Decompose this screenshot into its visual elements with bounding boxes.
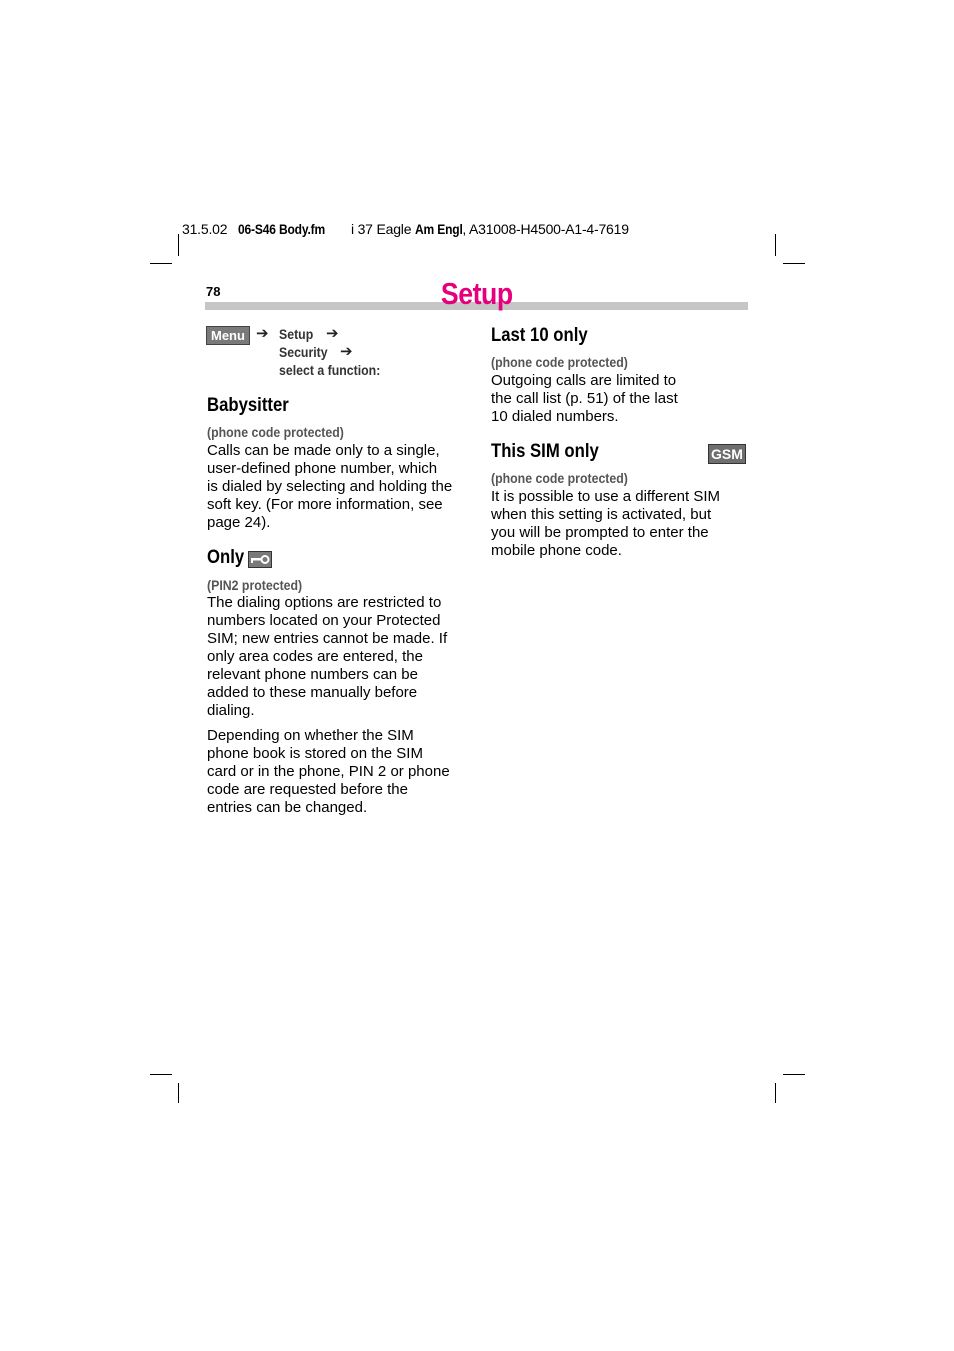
- thissim-note: (phone code protected): [491, 470, 628, 486]
- babysitter-heading: Babysitter: [207, 395, 289, 416]
- arrow-right-icon: ➔: [256, 325, 269, 342]
- crop-mark: [178, 1083, 179, 1103]
- crop-mark: [783, 1074, 805, 1075]
- only-text: The dialing options are restricted to numbers located on your Protected SIM; new entries cannot be made. If only area codes are entered, the relevant phone numbers can be added to these manually before dialing.: [207, 594, 448, 719]
- crop-mark: [150, 1074, 172, 1075]
- crop-mark: [178, 234, 179, 256]
- header-part1: i 37: [350, 221, 373, 237]
- last10-text: Outgoing calls are limited to the call list (p. 51) of the last 10 dialed numbers.: [491, 372, 678, 425]
- arrow-right-icon: ➔: [340, 343, 353, 360]
- nav-step-select: select a function:: [279, 362, 381, 378]
- thissim-heading: This SIM only: [491, 441, 599, 462]
- only-heading: Only: [207, 547, 245, 568]
- header-part3: Am Engl: [414, 221, 463, 237]
- only-text-2: Depending on whether the SIM phone book is stored on the SIM card or in the phone, PIN 2 or phone code are requested before the entries can be changed.: [207, 727, 450, 816]
- last10-note: (phone code protected): [491, 354, 628, 370]
- babysitter-note: (phone code protected): [207, 424, 344, 440]
- page-title: Setup: [441, 276, 513, 311]
- thissim-text: It is possible to use a different SIM when this setting is activated, but you will be prompted to enter the mobile phone code.: [491, 488, 721, 559]
- menu-key: Menu: [206, 326, 250, 345]
- file-header: [182, 221, 629, 237]
- header-part4: , A31008-H4500-A1-4-7619: [462, 221, 629, 237]
- header-file: 06-S46 Body.fm: [238, 221, 326, 237]
- crop-mark: [150, 263, 172, 264]
- arrow-right-icon: ➔: [326, 325, 339, 342]
- crop-mark: [783, 263, 805, 264]
- nav-step-setup: Setup: [279, 326, 314, 342]
- crop-mark: [775, 234, 776, 256]
- header-date: 31.5.02: [182, 221, 228, 237]
- last10-heading: Last 10 only: [491, 325, 588, 346]
- page-number: 78: [206, 284, 221, 299]
- only-note: (PIN2 protected): [207, 577, 303, 593]
- nav-step-security: Security: [279, 344, 328, 360]
- babysitter-text: Calls can be made only to a single, user-defined phone number, which is dialed by selecting and holding the soft key. (For more information, see page 24).: [207, 442, 453, 531]
- crop-mark: [775, 1083, 776, 1103]
- key-icon: [248, 551, 272, 573]
- gsm-badge: GSM: [708, 444, 746, 464]
- header-part2: Eagle: [376, 221, 412, 237]
